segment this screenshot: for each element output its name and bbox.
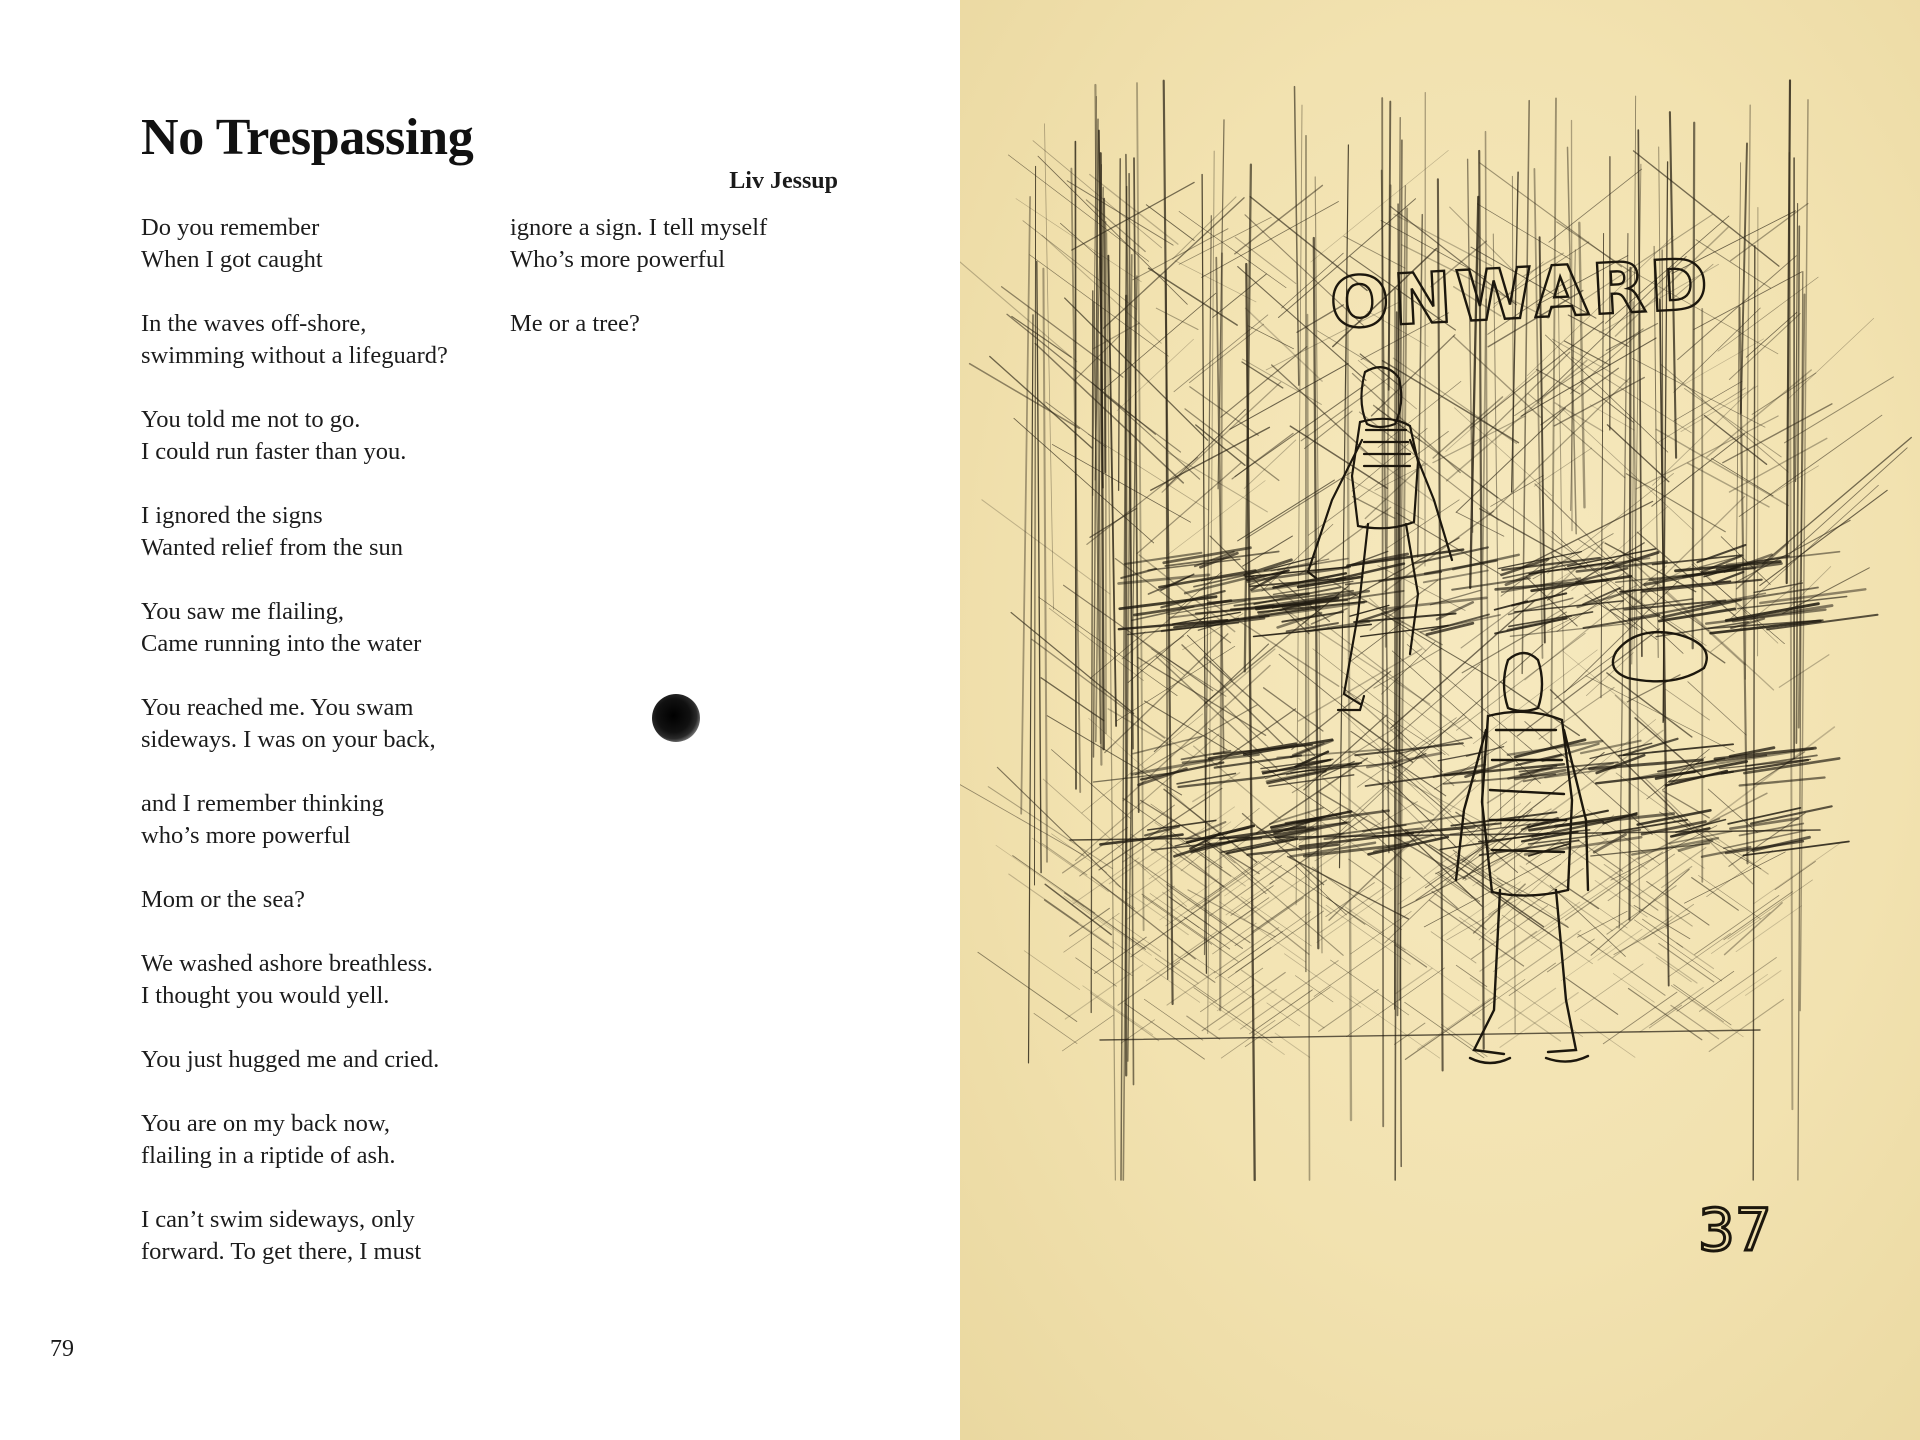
poem-line: sideways. I was on your back, bbox=[141, 726, 436, 753]
poem-line: I ignored the signs bbox=[141, 502, 323, 529]
bush-shape bbox=[1613, 632, 1707, 681]
poem-stanza bbox=[141, 404, 481, 468]
poem-line: who’s more powerful bbox=[141, 822, 351, 849]
poem-line: swimming without a lifeguard? bbox=[141, 342, 448, 369]
poem-line: You saw me flailing, bbox=[141, 598, 345, 625]
poem-line: ignore a sign. I tell myself bbox=[510, 214, 768, 241]
poem-line: In the waves off-shore, bbox=[141, 310, 367, 337]
poem-line: I could run faster than you. bbox=[141, 438, 407, 465]
poem-stanza bbox=[141, 212, 481, 276]
poem-line: I can’t swim sideways, only bbox=[141, 1206, 415, 1233]
poem-title: No Trespassing bbox=[141, 109, 474, 166]
pencil-sketch-illustration bbox=[960, 0, 1920, 1440]
poem-stanza bbox=[141, 1044, 481, 1076]
poem-line: forward. To get there, I must bbox=[141, 1238, 422, 1265]
poem-stanza bbox=[141, 692, 481, 756]
poem-column-right bbox=[510, 212, 850, 372]
poem-stanza bbox=[510, 212, 850, 276]
poem-line: flailing in a riptide of ash. bbox=[141, 1142, 396, 1169]
poem-column-left bbox=[141, 212, 481, 1300]
poem-line: You told me not to go. bbox=[141, 406, 361, 433]
poem-line: Wanted relief from the sun bbox=[141, 534, 403, 561]
poem-line: I thought you would yell. bbox=[141, 982, 390, 1009]
artist-mark: 37 bbox=[1698, 1196, 1772, 1264]
poem-line: Who’s more powerful bbox=[510, 246, 725, 273]
poem-stanza bbox=[141, 1108, 481, 1172]
poem-stanza bbox=[141, 500, 481, 564]
poem-stanza bbox=[510, 308, 850, 340]
poem-line: and I remember thinking bbox=[141, 790, 384, 817]
poem-line: Mom or the sea? bbox=[141, 886, 305, 913]
poem-author: Liv Jessup bbox=[729, 168, 838, 194]
poem-stanza bbox=[141, 884, 481, 916]
poem-line: Me or a tree? bbox=[510, 310, 640, 337]
poem-line: You reached me. You swam bbox=[141, 694, 414, 721]
poem-stanza bbox=[141, 1204, 481, 1268]
poem-stanza bbox=[141, 596, 481, 660]
poem-line: Do you remember bbox=[141, 214, 320, 241]
sign-text: ONWARD bbox=[1327, 242, 1714, 345]
poem-line: Came running into the water bbox=[141, 630, 422, 657]
poem-stanza bbox=[141, 948, 481, 1012]
poem-line: You just hugged me and cried. bbox=[141, 1046, 440, 1073]
poem-line: We washed ashore breathless. bbox=[141, 950, 433, 977]
poem-line: When I got caught bbox=[141, 246, 323, 273]
ink-blot bbox=[652, 694, 700, 742]
page-number: 79 bbox=[50, 1336, 74, 1362]
poem-stanza bbox=[141, 788, 481, 852]
right-page-illustration bbox=[960, 0, 1920, 1440]
poem-stanza bbox=[141, 308, 481, 372]
poem-line: You are on my back now, bbox=[141, 1110, 391, 1137]
